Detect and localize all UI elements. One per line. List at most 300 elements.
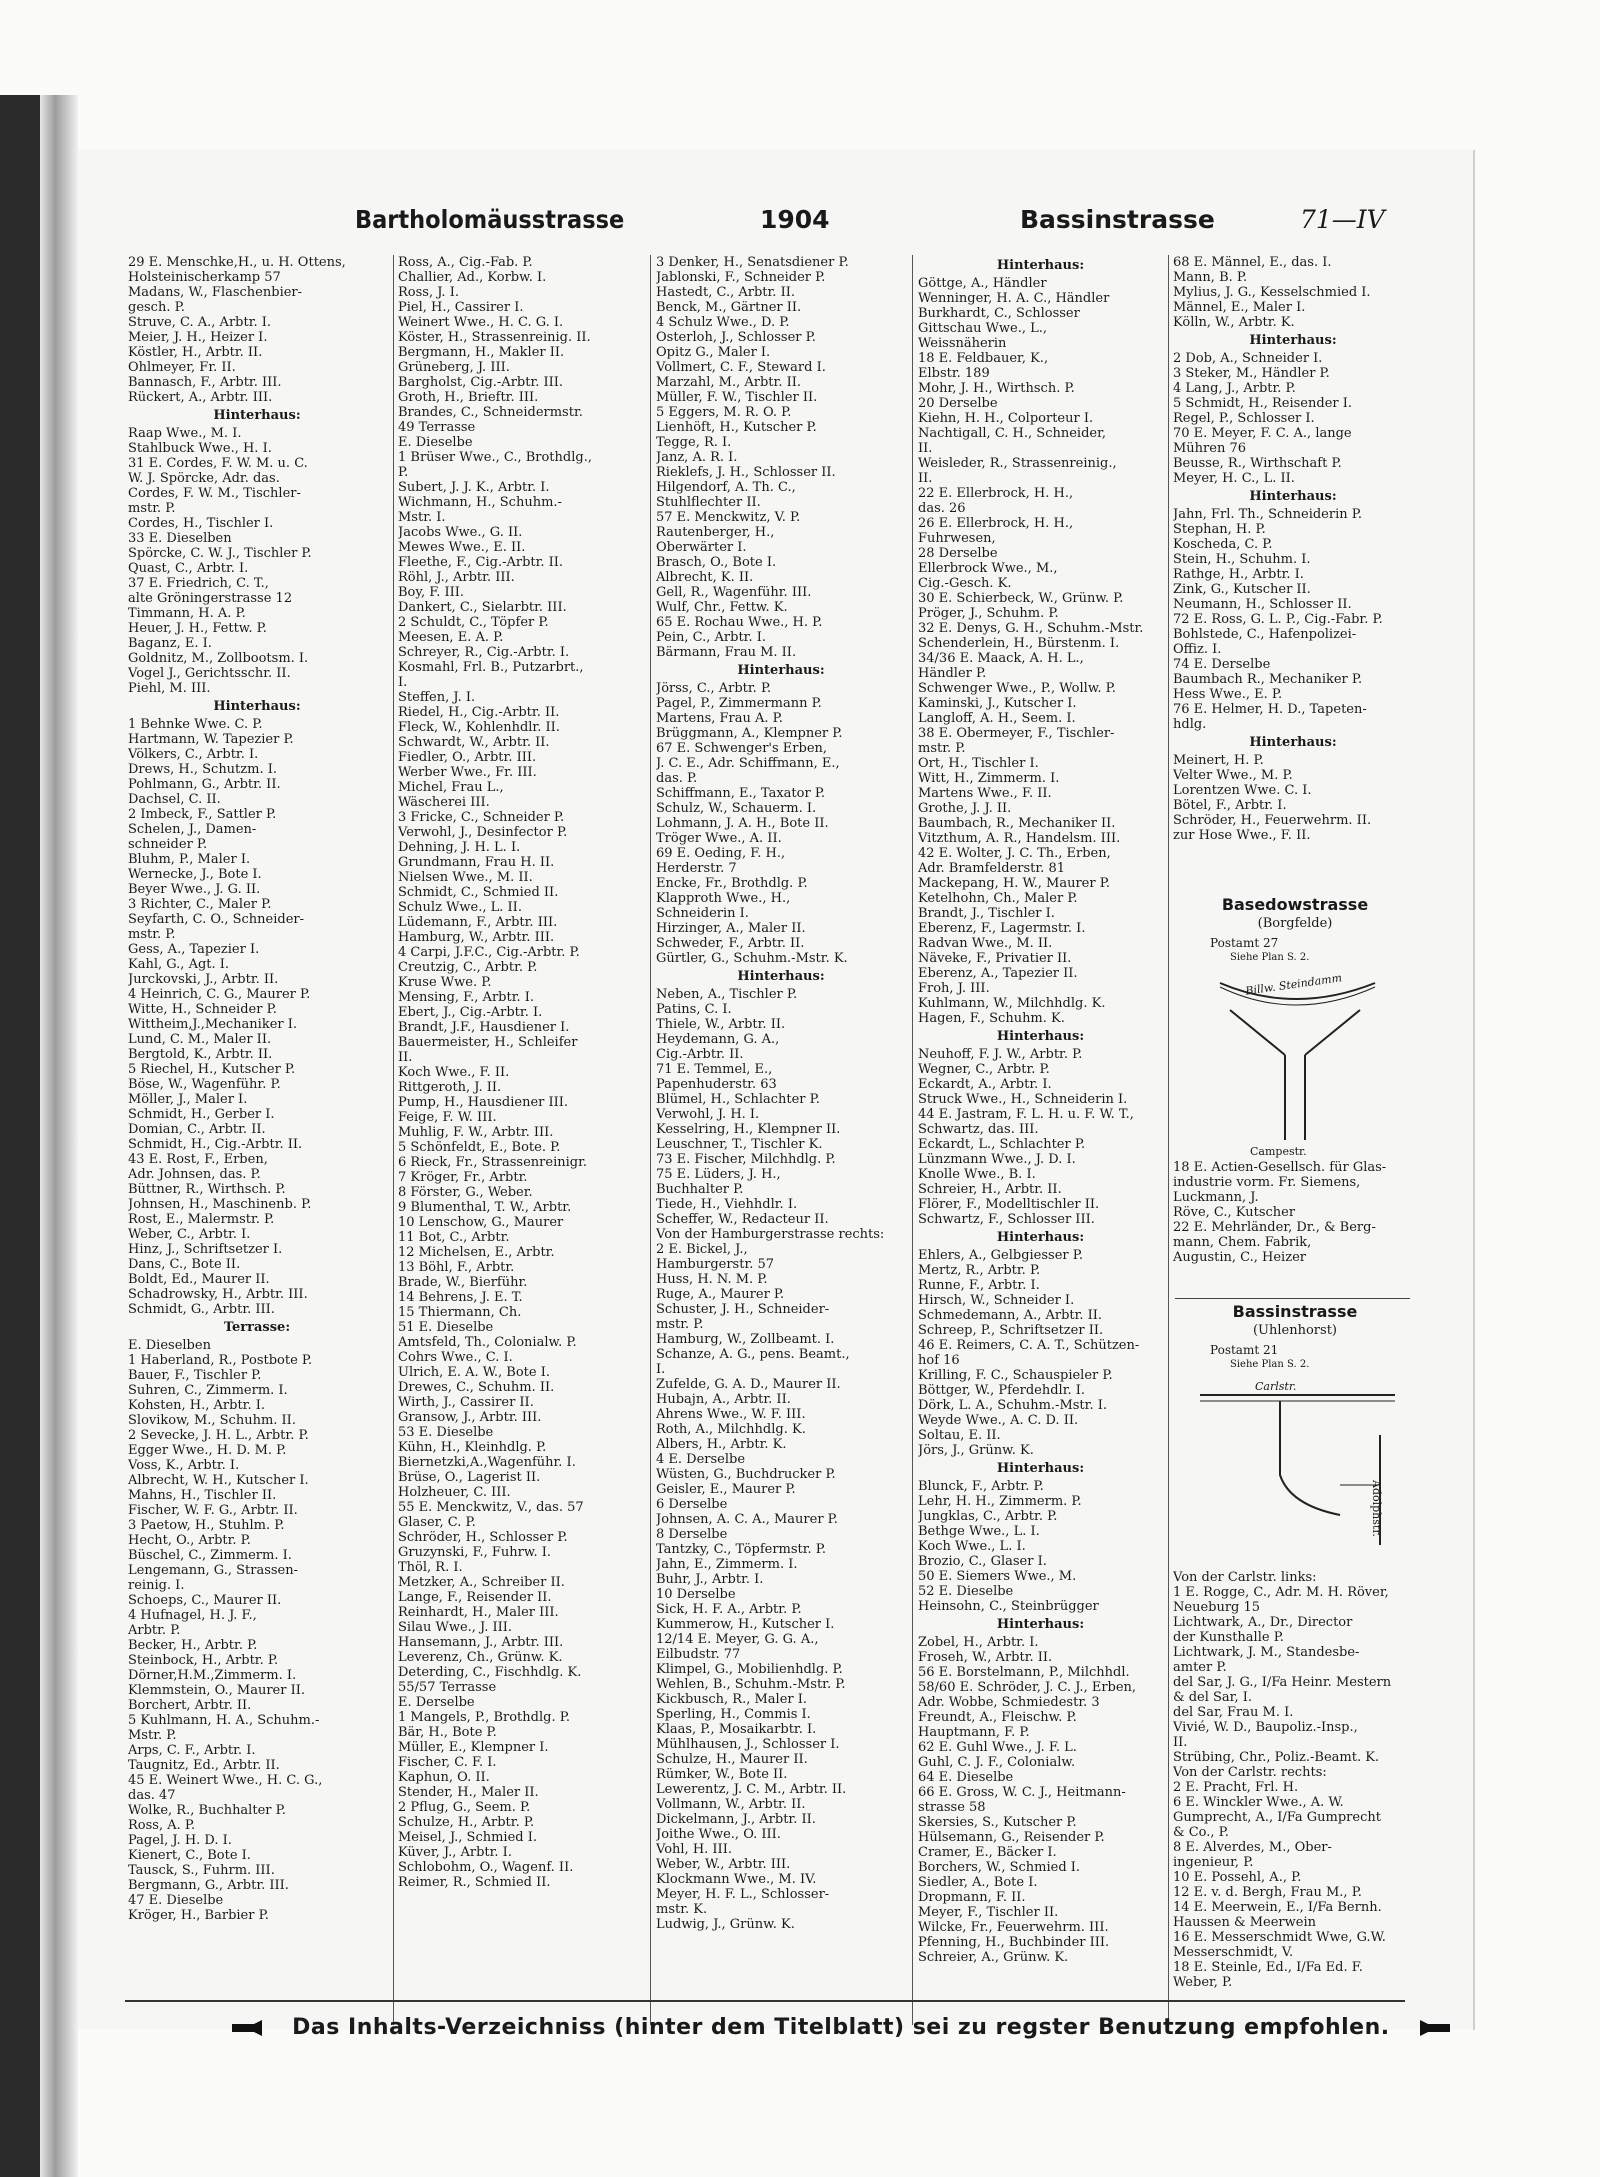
directory-entry: Bauermeister, H., Schleifer [398,1035,578,1050]
plan-ref-basedow: Siehe Plan S. 2. [1230,952,1310,963]
directory-entry: Brüse, O., Lagerist II. [398,1470,541,1485]
column-divider [393,255,394,2025]
directory-entry: strasse 58 [918,1800,986,1815]
directory-entry: Ohlmeyer, Fr. II. [128,360,236,375]
directory-entry: Struck Wwe., H., Schneiderin I. [918,1092,1128,1107]
directory-entry: Schulz, W., Schauerm. I. [656,801,817,816]
directory-entry: Schmedemann, A., Arbtr. II. [918,1308,1103,1323]
directory-entry: Kohsten, H., Arbtr. I. [128,1398,265,1413]
directory-entry: Adr. Wobbe, Schmiedestr. 3 [918,1695,1100,1710]
directory-entry: 10 E. Possehl, A., P. [1173,1870,1302,1885]
directory-entry: Witt, H., Zimmerm. I. [918,771,1060,786]
directory-column-3 [656,255,906,2025]
directory-entry: 6 Rieck, Fr., Strassenreinigr. [398,1155,588,1170]
directory-entry: Gransow, J., Arbtr. III. [398,1410,542,1425]
directory-entry: Papenhuderstr. 63 [656,1077,777,1092]
directory-entry: Meesen, E. A. P. [398,630,504,645]
directory-entry: Stein, H., Schuhm. I. [1173,552,1311,567]
directory-entry: Borchert, Arbtr. II. [128,1698,252,1713]
directory-entry: Ahrens Wwe., W. F. III. [656,1407,806,1422]
bassin-line [1280,1401,1340,1515]
directory-entry: 55/57 Terrasse [398,1680,497,1695]
directory-entry: Flörer, F., Modelltischler II. [918,1197,1100,1212]
directory-entry: Lüdemann, F., Arbtr. III. [398,915,558,930]
directory-entry: 34/36 E. Maack, A. H. L., [918,651,1084,666]
directory-entry: del Sar, J. G., I/Fa Heinr. Mestern [1173,1675,1392,1690]
directory-entry: Mewes Wwe., E. II. [398,540,526,555]
directory-entry: Lienhöft, H., Kutscher P. [656,420,817,435]
directory-entry: II. [918,441,933,456]
directory-entry: Neueburg 15 [1173,1600,1261,1615]
directory-entry: Schweder, F., Arbtr. II. [656,936,805,951]
directory-entry: Cig.-Gesch. K. [918,576,1012,591]
directory-entry: Vohl, H. III. [656,1842,732,1857]
directory-entry: 2 Imbeck, F., Sattler P. [128,807,277,822]
directory-entry: Köster, H., Strassenreinig. II. [398,330,591,345]
directory-entry: Bergmann, G., Arbtr. III. [128,1878,289,1893]
directory-entry: Schröder, H., Schlosser P. [398,1530,568,1545]
directory-entry: J. C. E., Adr. Schiffmann, E., [656,756,840,771]
directory-entry: Seyfarth, C. O., Schneider- [128,912,305,927]
directory-entry: Gell, R., Wagenführ. III. [656,585,812,600]
page-header [120,205,1480,245]
directory-entry: 18 E. Feldbauer, K., [918,351,1049,366]
directory-entry: Hirsch, W., Schneider I. [918,1293,1075,1308]
directory-entry: Reinhardt, H., Maler III. [398,1605,559,1620]
directory-entry: 62 E. Guhl Wwe., J. F. L. [918,1740,1077,1755]
directory-entry: Lichtwark, A., Dr., Director [1173,1615,1353,1630]
directory-entry: Wernecke, J., Bote I. [128,867,262,882]
directory-entry: Leuschner, T., Tischler K. [656,1137,823,1152]
directory-entry: Hagen, F., Schuhm. K. [918,1011,1065,1026]
directory-entry: Holzheuer, C. III. [398,1485,511,1500]
directory-entry: Hansemann, J., Arbtr. III. [398,1635,564,1650]
directory-entry: mstr. P. [128,501,176,516]
directory-entry: Rieklefs, J. H., Schlosser II. [656,465,836,480]
directory-entry: Völkers, C., Arbtr. I. [128,747,259,762]
directory-entry: Buhr, J., Arbtr. I. [656,1572,764,1587]
directory-entry: 46 E. Reimers, C. A. T., Schützen- [918,1338,1140,1353]
directory-entry: Muhlig, F. W., Arbtr. III. [398,1125,554,1140]
directory-entry: Madans, W., Flaschenbier- [128,285,303,300]
section-heading: Hinterhaus: [737,969,825,984]
label-carlstr: Carlstr. [1255,1380,1297,1393]
directory-entry: Kiehn, H. H., Colporteur I. [918,411,1094,426]
directory-entry: Suhren, C., Zimmerm. I. [128,1383,288,1398]
header-left-street: Bartholomäusstrasse [355,205,625,234]
section-rule [1175,1298,1410,1299]
directory-entry: Göttge, A., Händler [918,276,1047,291]
directory-entry: Bauer, F., Tischler P. [128,1368,262,1383]
directory-entry: Beyer Wwe., J. G. II. [128,882,261,897]
directory-entry: 22 E. Ellerbrock, H. H., [918,486,1074,501]
directory-entry: 29 E. Menschke,H., u. H. Ottens, [128,255,346,270]
directory-column-5-top [1173,255,1413,895]
directory-entry: Weber, W., Arbtr. III. [656,1857,791,1872]
pointing-hand-icon [1410,2020,1450,2036]
directory-entry: Köstler, H., Arbtr. II. [128,345,263,360]
directory-entry: Becker, H., Arbtr. P. [128,1638,258,1653]
directory-entry: Pohlmann, G., Arbtr. II. [128,777,281,792]
directory-entry: Hirzinger, A., Maler II. [656,921,806,936]
column-divider [1168,255,1169,2025]
directory-entry: Jahn, E., Zimmerm. I. [656,1557,798,1572]
directory-entry: Johnsen, H., Maschinenb. P. [128,1197,312,1212]
directory-entry: 18 E. Steinle, Ed., I/Fa Ed. F. [1173,1960,1363,1975]
directory-entry: Drews, H., Schutzm. I. [128,762,277,777]
directory-entry: Adr. Johnsen, das. P. [128,1167,261,1182]
directory-entry: Thiele, W., Arbtr. II. [656,1017,786,1032]
directory-entry: Ellerbrock Wwe., M., [918,561,1058,576]
directory-entry: Wirth, J., Cassirer II. [398,1395,534,1410]
directory-entry: 66 E. Gross, W. C. J., Heitmann- [918,1785,1126,1800]
directory-entry: Koch Wwe., F. II. [398,1065,510,1080]
directory-entry: 67 E. Schwenger's Erben, [656,741,828,756]
directory-entry: Hamburgerstr. 57 [656,1257,775,1272]
directory-entry: 4 Schulz Wwe., D. P. [656,315,790,330]
directory-entry: I. [656,1362,666,1377]
directory-entry: Bohlstede, C., Hafenpolizei- [1173,627,1357,642]
directory-entry: 76 E. Helmer, H. D., Tapeten- [1173,702,1367,717]
directory-entry: 4 E. Derselbe [656,1452,746,1467]
directory-entry: Fuhrwesen, [918,531,996,546]
directory-entry: Röhl, J., Arbtr. III. [398,570,515,585]
directory-entry: Meisel, J., Schmied I. [398,1830,538,1845]
label-campestr: Campestr. [1250,1145,1307,1158]
directory-entry: Drewes, C., Schuhm. II. [398,1380,555,1395]
directory-entry: 18 E. Actien-Gesellsch. für Glas- [1173,1160,1387,1175]
directory-entry: Weyde Wwe., A. C. D. II. [918,1413,1079,1428]
directory-entry: gesch. P. [128,300,185,315]
directory-entry: Kaminski, J., Kutscher I. [918,696,1077,711]
directory-entry: Meyer, F., Tischler II. [918,1905,1059,1920]
directory-entry: Radvan Wwe., M. II. [918,936,1053,951]
directory-entry: Messerschmidt, V. [1173,1945,1294,1960]
directory-entry: Vivié, W. D., Baupoliz.-Insp., [1173,1720,1358,1735]
directory-entry: Hinz, J., Schriftsetzer I. [128,1242,283,1257]
directory-entry: Bergmann, H., Makler II. [398,345,565,360]
directory-entry: 3 Paetow, H., Stuhlm. P. [128,1518,285,1533]
directory-entry: 4 Carpi, J.F.C., Cig.-Arbtr. P. [398,945,580,960]
directory-entry: 1 Haberland, R., Postbote P. [128,1353,313,1368]
directory-entry: Scheffer, W., Redacteur II. [656,1212,829,1227]
directory-entry: E. Dieselbe [398,435,473,450]
directory-entry: Mensing, F., Arbtr. I. [398,990,535,1005]
directory-entry: Dans, C., Bote II. [128,1257,241,1272]
directory-entry: Challier, Ad., Korbw. I. [398,270,547,285]
directory-entry: Kruse Wwe. P. [398,975,492,990]
directory-entry: Gruzynski, F., Fuhrw. I. [398,1545,551,1560]
binding [40,95,78,2177]
directory-entry: Mahns, H., Tischler II. [128,1488,277,1503]
directory-entry: mstr. P. [656,1317,704,1332]
directory-entry: Grundmann, Frau H. II. [398,855,555,870]
directory-entry: 51 E. Dieselbe [398,1320,494,1335]
directory-entry: Ehlers, A., Gelbgiesser P. [918,1248,1084,1263]
directory-entry: 50 E. Siemers Wwe., M. [918,1569,1077,1584]
directory-entry: Kölln, W., Arbtr. K. [1173,315,1295,330]
directory-entry: Kuhlmann, W., Milchhdlg. K. [918,996,1106,1011]
directory-entry: Runne, F., Arbtr. I. [918,1278,1040,1293]
directory-entry: Glaser, C. P. [398,1515,476,1530]
directory-entry: Schwenger Wwe., P., Wollw. P. [918,681,1116,696]
directory-entry: Knolle Wwe., B. I. [918,1167,1036,1182]
directory-entry: 12 E. v. d. Bergh, Frau M., P. [1173,1885,1362,1900]
directory-entry: Sperling, H., Commis I. [656,1707,811,1722]
directory-entry: Spörcke, C. W. J., Tischler P. [128,546,312,561]
directory-entry: Weber, C., Arbtr. I. [128,1227,251,1242]
directory-entry: Slovikow, M., Schuhm. II. [128,1413,296,1428]
directory-entry: Grothe, J. J. II. [918,801,1012,816]
directory-entry: Möller, J., Maler I. [128,1092,248,1107]
directory-entry: Deterding, C., Fischhdlg. K. [398,1665,582,1680]
directory-entry: Leverenz, Ch., Grünw. K. [398,1650,563,1665]
directory-entry: Riedel, H., Cig.-Arbtr. II. [398,705,560,720]
directory-entry: 64 E. Dieselbe [918,1770,1014,1785]
directory-entry: Pump, H., Hausdiener III. [398,1095,569,1110]
directory-entry: Oberwärter I. [656,540,747,555]
directory-entry: Böse, W., Wagenführ. P. [128,1077,281,1092]
directory-entry: II. [918,471,933,486]
directory-entry: ingenieur, P. [1173,1855,1254,1870]
directory-entry: Schneiderin I. [656,906,749,921]
directory-entry: der Kunsthalle P. [1173,1630,1284,1645]
directory-entry: Schreier, A., Grünw. K. [918,1950,1069,1965]
directory-entry: 16 E. Messerschmidt Wwe, G.W. [1173,1930,1386,1945]
footer-notice [220,2015,1462,2040]
directory-entry: Strübing, Chr., Poliz.-Beamt. K. [1173,1750,1380,1765]
directory-entry: 56 E. Borstelmann, P., Milchhdl. [918,1665,1130,1680]
directory-entry: Dickelmann, J., Arbtr. II. [656,1812,816,1827]
directory-entry: mstr. P. [918,741,966,756]
directory-entry: Steinbock, H., Arbtr. P. [128,1653,279,1668]
directory-entry: Froseh, W., Arbtr. II. [918,1650,1053,1665]
postamt-bassin: Postamt 21 [1210,1343,1279,1357]
directory-entry: 5 Schmidt, H., Reisender I. [1173,396,1352,411]
directory-entry: Jungklas, C., Arbtr. P. [918,1509,1058,1524]
directory-entry: Müller, E., Klempner I. [398,1740,549,1755]
directory-entry: 3 Denker, H., Senatsdiener P. [656,255,849,270]
directory-entry: 72 E. Ross, G. L. P., Cig.-Fabr. P. [1173,612,1383,627]
directory-entry: Neben, A., Tischler P. [656,987,798,1002]
directory-entry: Schröder, H., Feuerwehrm. II. [1173,813,1372,828]
directory-entry: 28 Derselbe [918,546,998,561]
directory-entry: Holsteinischerkamp 57 [128,270,281,285]
directory-entry: 14 Behrens, J. E. T. [398,1290,523,1305]
directory-entry: Piel, H., Cassirer I. [398,300,524,315]
directory-entry: Adr. Bramfelderstr. 81 [918,861,1065,876]
directory-entry: Pröger, J., Schuhm. P. [918,606,1059,621]
directory-entry: schneider P. [128,837,208,852]
directory-entry: Fischer, W. F. G., Arbtr. II. [128,1503,298,1518]
directory-entry: Soltau, E. II. [918,1428,1001,1443]
directory-entry: Schreier, H., Arbtr. II. [918,1182,1062,1197]
directory-entry: Hamburg, W., Zollbeamt. I. [656,1332,835,1347]
directory-entry: Heinsohn, C., Steinbrügger [918,1599,1099,1614]
directory-entry: II. [1173,1735,1188,1750]
directory-entry: 12 Michelsen, E., Arbtr. [398,1245,555,1260]
directory-entry: 5 Schönfeldt, E., Bote. P. [398,1140,561,1155]
section-heading: Terrasse: [223,1320,291,1335]
directory-entry: Cig.-Arbtr. II. [656,1047,744,1062]
directory-entry: 37 E. Friedrich, C. T., [128,576,269,591]
directory-entry: Jurckovski, J., Arbtr. II. [128,972,279,987]
directory-entry: Blunck, F., Arbtr. P. [918,1479,1044,1494]
directory-entry: Regel, P., Schlosser I. [1173,411,1315,426]
postamt-basedow: Postamt 27 [1210,936,1279,950]
directory-entry: Zink, G., Kutscher II. [1173,582,1311,597]
directory-entry: Ross, A., Cig.-Fab. P. [398,255,533,270]
directory-entry: Jörs, J., Grünw. K. [918,1443,1034,1458]
footer-rule [125,2000,1405,2002]
directory-entry: Zufelde, G. A. D., Maurer II. [656,1377,841,1392]
directory-entry: Hilgendorf, A. Th. C., [656,480,796,495]
directory-entry: Mylius, J. G., Kesselschmied I. [1173,285,1371,300]
directory-entry: 70 E. Meyer, F. C. A., lange [1173,426,1352,441]
directory-entry: Metzker, A., Schreiber II. [398,1575,565,1590]
directory-entry: Lehr, H. H., Zimmerm. P. [918,1494,1082,1509]
directory-entry: 26 E. Ellerbrock, H. H., [918,516,1074,531]
directory-entry: Wehlen, B., Schuhm.-Mstr. P. [656,1677,846,1692]
directory-entry: 33 E. Dieselben [128,531,232,546]
directory-entry: Stephan, H. P. [1173,522,1266,537]
directory-entry: Schreep, P., Schriftsetzer II. [918,1323,1104,1338]
label-adolphstr: Adolphstr. [1370,1480,1383,1537]
directory-entry: Skersies, S., Kutscher P. [918,1815,1077,1830]
directory-entry: 14 E. Meerwein, E., I/Fa Bernh. [1173,1900,1382,1915]
directory-entry: Pagel, J. H. D. I. [128,1833,232,1848]
basedow-street-map [1180,965,1410,1155]
directory-entry: 5 Eggers, M. R. O. P. [656,405,792,420]
directory-entry: Hastedt, C., Arbtr. II. [656,285,795,300]
directory-entry: Steffen, J. I. [398,690,476,705]
directory-entry: Patins, C. I. [656,1002,732,1017]
directory-entry: Dehning, J. H. L. I. [398,840,521,855]
directory-entry: Heydemann, G. A., [656,1032,780,1047]
directory-entry: Bär, H., Bote P. [398,1725,497,1740]
directory-entry: Michel, Frau L., [398,780,504,795]
directory-entry: Wäscherei III. [398,795,490,810]
section-heading: Hinterhaus: [1249,735,1337,750]
directory-entry: Eberenz, A., Tapezier II. [918,966,1078,981]
directory-column-5-mid [1173,1160,1413,1280]
column-divider [912,255,913,2025]
directory-entry: Meinert, H. P. [1173,753,1264,768]
directory-entry: Herderstr. 7 [656,861,737,876]
directory-entry: Joithe Wwe., O. III. [656,1827,781,1842]
directory-entry: Kosmahl, Frl. B., Putzarbrt., [398,660,584,675]
directory-entry: 69 E. Oeding, F. H., [656,846,786,861]
directory-entry: Albrecht, W. H., Kutscher I. [128,1473,309,1488]
directory-entry: 45 E. Weinert Wwe., H. C. G., [128,1773,323,1788]
directory-entry: Albrecht, K. II. [656,570,754,585]
directory-entry: Tausck, S., Fuhrm. III. [128,1863,275,1878]
directory-entry: Weinert Wwe., H. C. G. I. [398,315,564,330]
directory-entry: Mann, B. P. [1173,270,1248,285]
column-divider [650,255,651,2025]
directory-entry: Wüsten, G., Buchdrucker P. [656,1467,836,1482]
directory-entry: del Sar, Frau M. I. [1173,1705,1294,1720]
directory-entry: Mstr. P. [128,1728,177,1743]
directory-entry: 6 Derselbe [656,1497,728,1512]
directory-entry: Rümker, W., Bote II. [656,1767,788,1782]
directory-entry: Marzahl, M., Arbtr. II. [656,375,801,390]
section-heading: Hinterhaus: [996,258,1085,273]
directory-entry: Thöl, R. I. [398,1560,463,1575]
directory-entry: Klapproth Wwe., H., [656,891,791,906]
district-uhlenhorst: (Uhlenhorst) [1252,1323,1337,1338]
section-heading: Hinterhaus: [1249,489,1337,504]
directory-entry: Schwartz, das. III. [918,1122,1039,1137]
directory-entry: Jacobs Wwe., G. II. [398,525,523,540]
label-billw-steindamm: Billw. Steindamm [1244,971,1343,998]
directory-entry: Quast, C., Arbtr. I. [128,561,249,576]
directory-entry: & del Sar, I. [1173,1690,1252,1705]
directory-entry: Dropmann, F. II. [918,1890,1026,1905]
directory-entry: Schenderlein, H., Bürstenm. I. [918,636,1120,651]
plan-ref-bassin: Siehe Plan S. 2. [1230,1359,1310,1370]
directory-entry: Eilbudstr. 77 [656,1647,741,1662]
directory-entry: 53 E. Dieselbe [398,1425,494,1440]
directory-entry: Lohmann, J. A. H., Bote II. [656,816,829,831]
directory-entry: 2 Schuldt, C., Töpfer P. [398,615,549,630]
directory-entry: Näveke, F., Privatier II. [918,951,1072,966]
directory-entry: Jablonski, F., Schneider P. [656,270,826,285]
directory-entry: Wolke, R., Buchhalter P. [128,1803,286,1818]
directory-entry: Tröger Wwe., A. II. [656,831,782,846]
directory-entry: Brandes, C., Schneidermstr. [398,405,583,420]
directory-entry: 5 Kuhlmann, H. A., Schuhm.- [128,1713,320,1728]
directory-entry: Feige, F. W. III. [398,1110,497,1125]
directory-entry: Rückert, A., Arbtr. III. [128,390,273,405]
directory-entry: Brade, W., Bierführ. [398,1275,528,1290]
section-heading: Hinterhaus: [1249,333,1337,348]
directory-entry: Pein, C., Arbtr. I. [656,630,766,645]
directory-entry: Kickbusch, R., Maler I. [656,1692,808,1707]
directory-entry: Händler P. [918,666,987,681]
directory-entry: Kröger, H., Barbier P. [128,1908,269,1923]
directory-entry: Rost, E., Malermstr. P. [128,1212,275,1227]
directory-entry: Fleck, W., Kohlenhdlr. II. [398,720,560,735]
directory-entry: 30 E. Schierbeck, W., Grünw. P. [918,591,1124,606]
directory-entry: Küver, J., Arbtr. I. [398,1845,512,1860]
directory-column-1 [128,255,386,2025]
directory-entry: 3 Steker, M., Händler P. [1173,366,1330,381]
directory-entry: mstr. K. [656,1902,708,1917]
directory-entry: 1 Behnke Wwe. C. P. [128,717,263,732]
directory-entry: reinig. I. [128,1578,185,1593]
directory-entry: 22 E. Mehrländer, Dr., & Berg- [1173,1220,1376,1235]
directory-entry: Von der Carlstr. links: [1173,1570,1317,1585]
directory-entry: W. J. Spörcke, Adr. das. [128,471,280,486]
directory-entry: Ross, J. I. [398,285,459,300]
directory-entry: Schiffmann, E., Taxator P. [656,786,826,801]
directory-entry: Hauptmann, F. P. [918,1725,1030,1740]
directory-entry: Mertz, R., Arbtr. P. [918,1263,1041,1278]
directory-entry: Lewerentz, J. C. M., Arbtr. II. [656,1782,847,1797]
directory-entry: Lichtwark, J. M., Standesbe- [1173,1645,1360,1660]
directory-entry: Osterloh, J., Schlosser P. [656,330,816,345]
directory-entry: Lange, F., Reisender II. [398,1590,552,1605]
directory-entry: 58/60 E. Schröder, J. C. J., Erben, [918,1680,1137,1695]
section-heading: Hinterhaus: [213,699,301,714]
directory-entry: Hubajn, A., Arbtr. II. [656,1392,791,1407]
directory-entry: 7 Kröger, Fr., Arbtr. [398,1170,528,1185]
directory-entry: das. 26 [918,501,966,516]
directory-entry: Bergtold, K., Arbtr. II. [128,1047,273,1062]
book-edge [0,95,40,2177]
directory-entry: 8 Derselbe [656,1527,728,1542]
